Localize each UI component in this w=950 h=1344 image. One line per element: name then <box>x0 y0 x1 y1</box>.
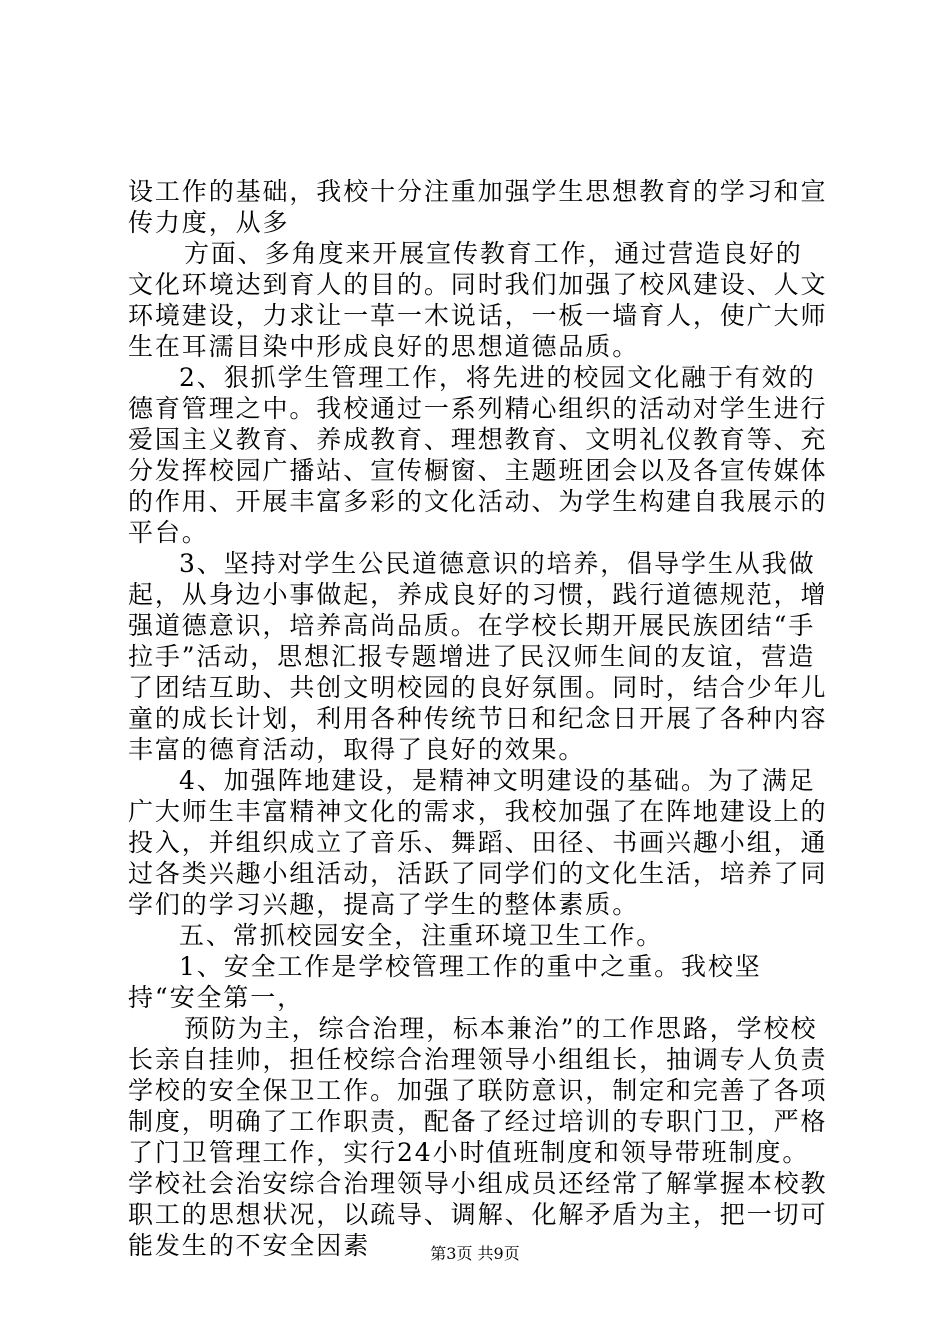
paragraph-4: 3、坚持对学生公民道德意识的培养，倡导学生从我做起，从身边小事做起，养成良好的习惯，践行道德规范，增强道德意识，培养高尚品质。在学校长期开展民族团结“手拉手”活动，思想汇报专题增进了民汉师生间的友谊，营造了团结互助、共创文明校园的良好氛围。同时，结合少年儿童的成长计划，利用各种传统节日和纪念日开展了各种内容丰富的德育活动，取得了良好的效果。 <box>128 549 828 764</box>
paragraph-1: 设工作的基础，我校十分注重加强学生思想教育的学习和宣传力度，从多 <box>128 177 828 237</box>
paragraph-5: 4、加强阵地建设，是精神文明建设的基础。为了满足广大师生丰富精神文化的需求，我校加强了在阵地建设上的投入，并组织成立了音乐、舞蹈、田径、书画兴趣小组，通过各类兴趣小组活动，活跃了同学们的文化生活，培养了同学们的学习兴趣，提高了学生的整体素质。 <box>128 766 828 919</box>
document-body <box>128 176 828 1261</box>
paragraph-7: 1、安全工作是学校管理工作的重中之重。我校坚持“安全第一， <box>128 952 762 1012</box>
page-number-footer: 第3页 共9页 <box>430 1244 520 1263</box>
paragraph-2: 方面、多角度来开展宣传教育工作，通过营造良好的文化环境达到育人的目的。同时我们加强了校风建设、人文环境建设，力求让一草一木说话，一板一墙育人，使广大师生在耳濡目染中形成良好的思想道德品质。 <box>128 239 828 361</box>
paragraph-8: 预防为主，综合治理，标本兼治”的工作思路，学校校长亲自挂帅，担任校综合治理领导小组组长，抽调专人负责学校的安全保卫工作。加强了联防意识，制定和完善了各项制度，明确了工作职责，配备了经过培训的专职门卫，严格了门卫管理工作，实行24小时值班制度和领导带班制度。学校社会治安综合治理领导小组成员还经常了解掌握本校教职工的思想状况，以疏导、调解、化解矛盾为主，把一切可能发生的不安全因素 <box>128 1014 828 1260</box>
section-heading: 五、常抓校园安全，注重环境卫生工作。 <box>179 921 664 950</box>
paragraph-3: 2、狠抓学生管理工作，将先进的校园文化融于有效的德育管理之中。我校通过一系列精心组织的活动对学生进行爱国主义教育、养成教育、理想教育、文明礼仪教育等、充分发挥校园广播站、宣传橱窗、主题班团会以及各宣传媒体的作用、开展丰富多彩的文化活动、为学生构建自我展示的平台。 <box>128 363 828 547</box>
